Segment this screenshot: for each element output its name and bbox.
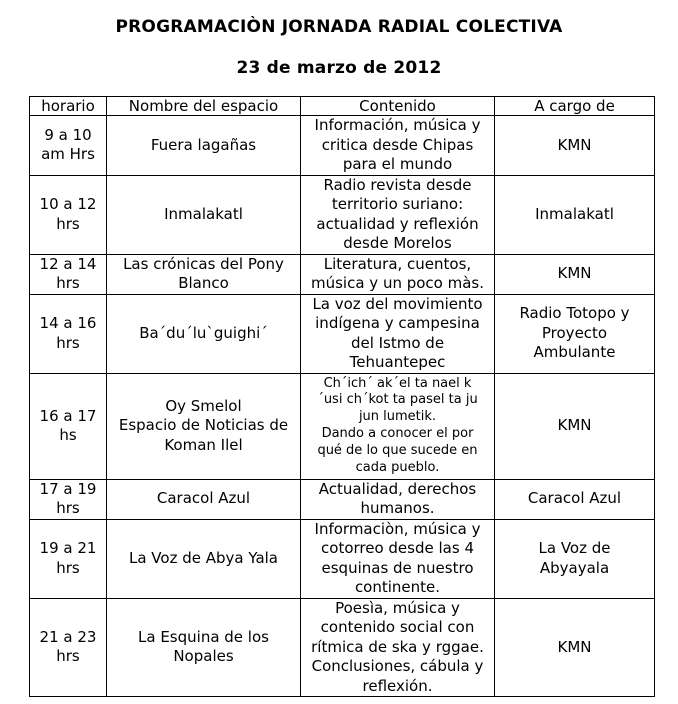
cell-contenido [301, 373, 495, 479]
cell-horario [30, 598, 107, 697]
cell-cargo [495, 294, 655, 373]
cell-nombre [107, 254, 301, 294]
header-nombre: Nombre del espacio [107, 97, 301, 116]
cell-contenido [301, 254, 495, 294]
cell-contenido [301, 175, 495, 254]
cell-line: Dando a conocer el por [321, 426, 474, 441]
cell-line: esquinas de nuestro [321, 558, 474, 577]
cell-line: hs [59, 426, 77, 444]
cell-nombre [107, 519, 301, 598]
cell-line: Literatura, cuentos, [323, 254, 472, 273]
cell-cargo [495, 116, 655, 176]
cell-contenido [301, 519, 495, 598]
cell-line: Nopales [173, 647, 234, 666]
cell-line: Inmalakatl [164, 204, 243, 223]
cell-line: Tehuantepec [349, 353, 446, 371]
cell-cargo [495, 519, 655, 598]
cell-line: reflexión. [362, 676, 433, 695]
cell-line: para el mundo [342, 155, 453, 173]
cell-line: indígena y campesina [315, 314, 480, 332]
cell-line: Espacio de Noticias de [118, 416, 289, 435]
cell-line: KMN [557, 264, 592, 283]
cell-line: KMN [557, 637, 592, 656]
cell-line: La Esquina de los [138, 627, 269, 646]
header-contenido: Contenido [301, 97, 495, 116]
cell-line: critica desde Chipas [321, 135, 474, 154]
cell-horario [30, 519, 107, 598]
schedule-table [29, 96, 655, 697]
cell-nombre [107, 294, 301, 373]
table-row [30, 116, 655, 176]
cell-line: KMN [557, 416, 592, 435]
cell-line: KMN [557, 135, 592, 154]
cell-nombre [107, 116, 301, 176]
cell-line: hrs [56, 647, 80, 666]
cell-cargo [495, 598, 655, 697]
cell-line: La voz del movimiento [312, 294, 483, 313]
cell-line: Proyecto [541, 323, 608, 342]
cell-line: territorio suriano: [331, 195, 464, 213]
page-title: PROGRAMACIÒN JORNADA RADIAL COLECTIVA [115, 17, 563, 37]
cell-line: Poesìa, música y [335, 598, 460, 617]
cell-line: qué de lo que sucede en [317, 442, 478, 458]
cell-line: Información, música y [314, 116, 481, 134]
cell-line: rítmica de ska y rggae. [311, 637, 484, 656]
cell-line: cada pueblo. [355, 459, 440, 475]
page-date: 23 de marzo de 2012 [236, 58, 442, 78]
cell-line: Abyayala [539, 558, 610, 577]
table-row [30, 519, 655, 598]
cell-line: Ch´ich´ ak´el ta nael k [323, 375, 472, 391]
cell-line: 21 a 23 [39, 627, 97, 646]
table-row [30, 294, 655, 373]
cell-horario [30, 254, 107, 294]
cell-contenido [301, 479, 495, 519]
cell-line: hrs [56, 274, 80, 292]
cell-line: hrs [56, 499, 80, 517]
cell-line: Informaciòn, música y [314, 519, 481, 538]
cell-line: humanos. [360, 499, 435, 517]
cell-line: continente. [354, 578, 441, 596]
cell-line: hrs [56, 558, 80, 577]
cell-line: 19 a 21 [39, 539, 97, 557]
cell-line: Koman Ilel [164, 435, 243, 454]
cell-line: del Istmo de [350, 333, 445, 352]
cell-cargo [495, 175, 655, 254]
cell-line: 10 a 12 [39, 195, 97, 213]
cell-line: Inmalakatl [535, 204, 614, 223]
cell-line: Conclusiones, cábula y [311, 657, 484, 675]
cell-nombre [107, 479, 301, 519]
table-row [30, 479, 655, 519]
cell-line: cotorreo desde las 4 [321, 539, 474, 557]
cell-line: La Voz de [538, 539, 611, 557]
cell-line: 9 a 10 [44, 125, 92, 144]
cell-contenido [301, 294, 495, 373]
cell-contenido [301, 598, 495, 697]
cell-line: desde Morelos [343, 234, 452, 252]
header-cargo: A cargo de [495, 97, 655, 116]
cell-cargo [495, 479, 655, 519]
cell-horario [30, 479, 107, 519]
cell-line: hrs [56, 214, 80, 233]
table-row [30, 254, 655, 294]
cell-line: Caracol Azul [527, 489, 622, 508]
cell-line: 17 a 19 [39, 479, 97, 498]
cell-nombre [107, 175, 301, 254]
cell-line: Oy Smelol [165, 396, 242, 415]
table-header-row [30, 97, 655, 116]
header-horario: horario [30, 97, 107, 116]
cell-line: 12 a 14 [39, 254, 97, 273]
cell-line: Ambulante [533, 343, 616, 362]
cell-line: Actualidad, derechos [318, 479, 477, 498]
cell-line: contenido social con [320, 618, 475, 636]
cell-line: música y un poco màs. [310, 274, 484, 292]
table-row [30, 373, 655, 479]
cell-contenido [301, 116, 495, 176]
cell-nombre [107, 373, 301, 479]
cell-horario [30, 373, 107, 479]
cell-line: Las crónicas del Pony [123, 254, 284, 273]
table-row [30, 175, 655, 254]
cell-line: jun lumetik. [358, 409, 437, 425]
cell-line: Blanco [178, 274, 229, 292]
cell-cargo [495, 373, 655, 479]
cell-horario [30, 294, 107, 373]
cell-line: 14 a 16 [39, 314, 97, 332]
cell-line: Ba´du´lu`guighi´ [139, 323, 268, 342]
cell-line: 16 a 17 [39, 406, 97, 425]
cell-line: actualidad y reflexión [316, 214, 479, 233]
cell-line: La Voz de Abya Yala [128, 548, 279, 567]
cell-horario [30, 116, 107, 176]
cell-line: ´usi ch´kot ta pasel ta ju [317, 392, 478, 408]
cell-cargo [495, 254, 655, 294]
cell-line: hrs [56, 333, 80, 352]
cell-line: Radio revista desde [323, 175, 472, 194]
cell-line: Caracol Azul [156, 489, 251, 508]
schedule-body [30, 116, 655, 697]
cell-nombre [107, 598, 301, 697]
cell-line: Fuera lagañas [150, 135, 257, 154]
cell-line: am Hrs [41, 145, 95, 164]
cell-line: Radio Totopo y [519, 304, 630, 323]
cell-horario [30, 175, 107, 254]
table-row [30, 598, 655, 697]
